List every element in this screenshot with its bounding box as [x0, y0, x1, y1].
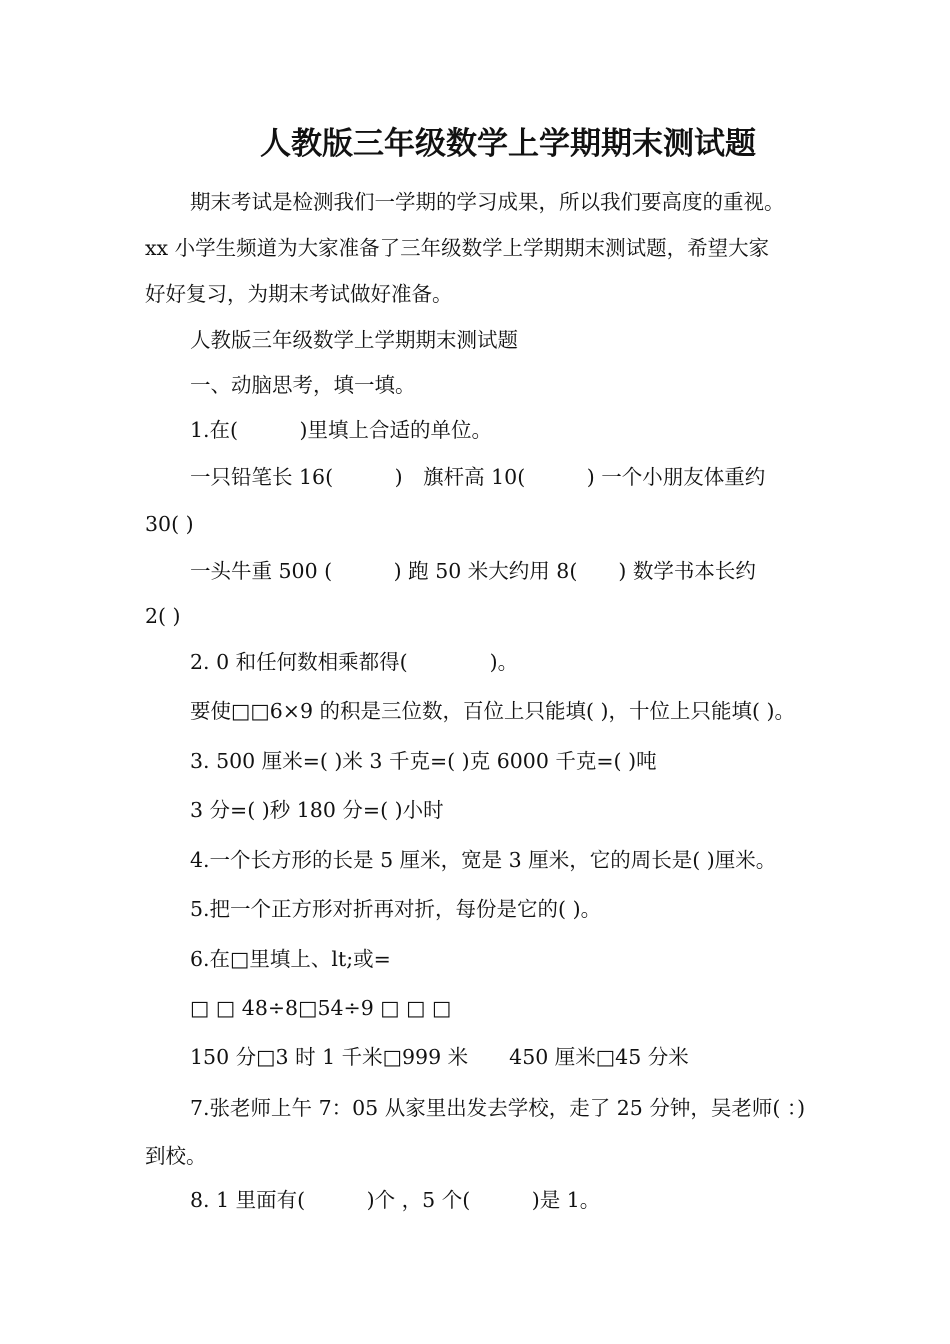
section-heading: 一、动脑思考，填一填。	[190, 373, 416, 397]
question-line: 7.张老师上午 7：05 从家里出发去学校，走了 25 分钟，吴老师( ：)	[190, 1096, 806, 1120]
question-line: 一头牛重 500 ( ) 跑 50 米大约用 8( ) 数学书本长约	[190, 559, 756, 583]
paragraph-line: 人教版三年级数学上学期期末测试题	[190, 328, 518, 352]
question-line: 5.把一个正方形对折再对折，每份是它的( )。	[190, 897, 602, 921]
paragraph-line: 好好复习，为期末考试做好准备。	[145, 282, 453, 306]
question-line: 2. 0 和任何数相乘都得( )。	[190, 650, 519, 674]
question-line: 30( )	[145, 512, 194, 536]
question-line: 1.在( )里填上合适的单位。	[190, 418, 493, 442]
question-line: □ □ 48÷8□54÷9 □ □ □	[190, 996, 452, 1020]
question-line: 2( )	[145, 604, 181, 628]
question-line: 4.一个长方形的长是 5 厘米，宽是 3 厘米，它的周长是( )厘米。	[190, 848, 777, 872]
paragraph-line: 期末考试是检测我们一学期的学习成果，所以我们要高度的重视。	[190, 190, 785, 214]
question-line: 一只铅笔长 16( ) 旗杆高 10( ) 一个小朋友体重约	[190, 465, 766, 489]
document-title: 人教版三年级数学上学期期末测试题	[260, 126, 756, 162]
question-line: 150 分□3 时 1 千米□999 米 450 厘米□45 分米	[190, 1045, 689, 1069]
paragraph-line: xx 小学生频道为大家准备了三年级数学上学期期末测试题，希望大家	[145, 236, 770, 260]
question-line: 8. 1 里面有( )个 ，5 个( )是 1。	[190, 1188, 601, 1212]
question-line: 6.在□里填上、lt;或=	[190, 947, 391, 971]
question-line: 3. 500 厘米=( )米 3 千克=( )克 6000 千克=( )吨	[190, 749, 657, 773]
question-line: 3 分=( )秒 180 分=( )小时	[190, 798, 444, 822]
question-line: 到校。	[145, 1144, 207, 1168]
question-line: 要使□□6×9 的积是三位数，百位上只能填( )，十位上只能填( )。	[190, 699, 796, 723]
